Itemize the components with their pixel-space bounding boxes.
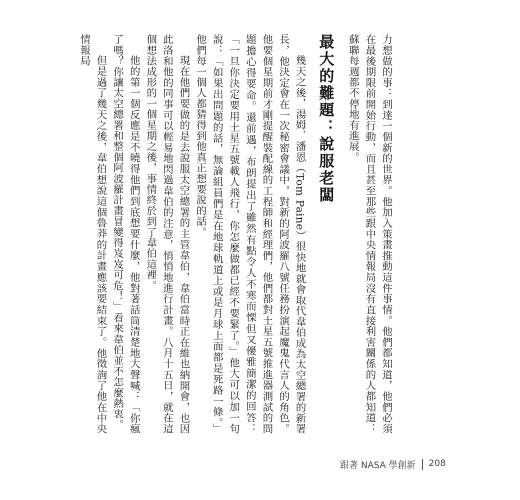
page-footer	[340, 457, 446, 471]
footer-divider	[422, 459, 423, 470]
vertical-text-column	[77, 34, 394, 434]
section-heading: 最大的難題：說服老闆	[317, 34, 336, 204]
paragraph: 但是過了幾天之後，韋伯想說這個魯莽的計畫應該要結束了。他徵詢了他在中央情報局	[77, 34, 107, 434]
paragraph: 他的第一個反應是不曉得他們到底想要什麼，他對著話筒清楚地大聲喊：「你瘋了嗎？你讓太空總署和整個阿波羅計畫冒變得岌岌可危！」看來韋伯並不怎麼熱衷。	[111, 34, 140, 434]
paragraph: 現在他們要做的是去說服太空總署的主管韋伯，韋伯當時正在維也納開會，也因此洛和他的同事可以輕易地閃過韋伯的注意，悄悄地進行計畫。八月十五日，就在這個想法成形的一個星期之後，事情終於到了韋伯這裡。	[144, 34, 190, 434]
page-number: 208	[428, 459, 446, 469]
paragraph: 幾天之後，湯姆．潘恩（Tom Paine）很快地就會取代韋伯成為太空總署的新署長，他決定會在一次秘密會議中，對新的阿波羅八號任務扮演起魔鬼代言人的角色。他要個星期前才剛提醒裝配線的工程師和經理們，他們都對土星五號推進器測試的問題擔心得要命。還前遇，布朗提出了雖然有點令人不寒而慄但又優雅簡潔的回答：「一旦你決定要用土星五號載人飛行，你怎麼做都已經不要緊了。」他大可以加一句說：「如果出問題的話，無論組員們是在地球軌道上或是月球上面都是死路一條。」他們每一個人都猜得到他真正想要說的話。	[194, 34, 306, 434]
paragraph-continued: 力想做的事：到達一個新的世界。他加入策畫推動這件事情。他們都知道，他們必須在最後期限前開始行動，而且甚至那些跟中央情報局沒有直接利害關係的人都知道：蘇聯每週都不停地有進展。	[346, 34, 392, 434]
running-title: 跟著 NASA 學創新	[340, 460, 416, 471]
